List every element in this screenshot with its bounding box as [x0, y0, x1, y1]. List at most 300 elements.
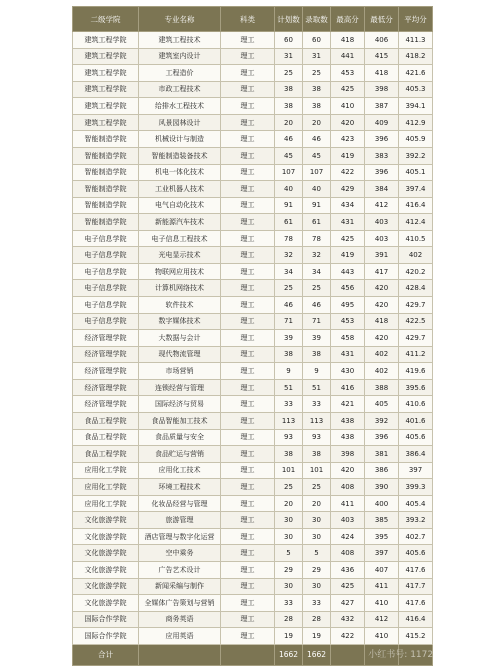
table-row — [73, 429, 433, 446]
cell-type: 理工 — [221, 545, 275, 562]
cell-school: 经济管理学院 — [73, 379, 139, 396]
cell-avg: 417.7 — [399, 578, 433, 595]
cell-admitted: 29 — [303, 562, 331, 579]
header-plan: 计划数 — [275, 7, 303, 32]
cell-major: 市政工程技术 — [139, 81, 221, 98]
cell-type: 理工 — [221, 297, 275, 314]
cell-major: 工程造价 — [139, 65, 221, 82]
cell-high: 430 — [331, 363, 365, 380]
cell-admitted: 38 — [303, 346, 331, 363]
cell-avg: 411.2 — [399, 346, 433, 363]
cell-admitted: 20 — [303, 495, 331, 512]
cell-major: 全媒体广告策划与营销 — [139, 595, 221, 612]
cell-major: 国际经济与贸易 — [139, 396, 221, 413]
cell-plan: 39 — [275, 330, 303, 347]
cell-avg: 411.3 — [399, 32, 433, 49]
cell-school: 食品工程学院 — [73, 412, 139, 429]
cell-avg: 417.6 — [399, 595, 433, 612]
cell-type: 理工 — [221, 65, 275, 82]
table-row — [73, 197, 433, 214]
cell-avg: 421.6 — [399, 65, 433, 82]
cell-major: 机械设计与制造 — [139, 131, 221, 148]
table-row — [73, 462, 433, 479]
cell-admitted: 91 — [303, 197, 331, 214]
footer-empty-high — [331, 644, 365, 665]
cell-type: 理工 — [221, 263, 275, 280]
cell-school: 文化旅游学院 — [73, 578, 139, 595]
cell-low: 384 — [365, 181, 399, 198]
cell-plan: 33 — [275, 595, 303, 612]
cell-school: 食品工程学院 — [73, 429, 139, 446]
cell-plan: 61 — [275, 214, 303, 231]
cell-type: 理工 — [221, 512, 275, 529]
cell-high: 408 — [331, 545, 365, 562]
cell-school: 智能制造学院 — [73, 147, 139, 164]
cell-school: 经济管理学院 — [73, 396, 139, 413]
cell-low: 390 — [365, 479, 399, 496]
cell-admitted: 31 — [303, 48, 331, 65]
cell-low: 386 — [365, 462, 399, 479]
cell-low: 403 — [365, 230, 399, 247]
cell-low: 381 — [365, 446, 399, 463]
cell-type: 理工 — [221, 48, 275, 65]
cell-low: 396 — [365, 164, 399, 181]
cell-major: 电子信息工程技术 — [139, 230, 221, 247]
cell-school: 电子信息学院 — [73, 263, 139, 280]
cell-major: 应用化工技术 — [139, 462, 221, 479]
cell-high: 419 — [331, 147, 365, 164]
cell-admitted: 60 — [303, 32, 331, 49]
cell-major: 工业机器人技术 — [139, 181, 221, 198]
header-avg: 平均分 — [399, 7, 433, 32]
cell-low: 385 — [365, 512, 399, 529]
footer-label: 合计 — [73, 644, 139, 665]
cell-type: 理工 — [221, 412, 275, 429]
cell-avg: 429.7 — [399, 330, 433, 347]
cell-avg: 401.6 — [399, 412, 433, 429]
cell-admitted: 34 — [303, 263, 331, 280]
cell-low: 412 — [365, 197, 399, 214]
cell-avg: 412.4 — [399, 214, 433, 231]
table-row — [73, 578, 433, 595]
cell-major: 现代物流管理 — [139, 346, 221, 363]
table-row — [73, 628, 433, 645]
cell-high: 422 — [331, 164, 365, 181]
cell-admitted: 71 — [303, 313, 331, 330]
cell-school: 电子信息学院 — [73, 280, 139, 297]
cell-major: 广告艺术设计 — [139, 562, 221, 579]
table-row — [73, 562, 433, 579]
cell-high: 424 — [331, 528, 365, 545]
cell-low: 392 — [365, 412, 399, 429]
cell-avg: 419.6 — [399, 363, 433, 380]
cell-high: 431 — [331, 214, 365, 231]
cell-major: 旅游管理 — [139, 512, 221, 529]
table-body — [73, 32, 433, 645]
cell-low: 420 — [365, 280, 399, 297]
cell-plan: 25 — [275, 65, 303, 82]
cell-plan: 20 — [275, 114, 303, 131]
cell-school: 食品工程学院 — [73, 446, 139, 463]
table-row — [73, 48, 433, 65]
cell-admitted: 32 — [303, 247, 331, 264]
cell-high: 495 — [331, 297, 365, 314]
cell-low: 397 — [365, 545, 399, 562]
cell-avg: 397.4 — [399, 181, 433, 198]
cell-major: 软件技术 — [139, 297, 221, 314]
header-low: 最低分 — [365, 7, 399, 32]
cell-school: 经济管理学院 — [73, 330, 139, 347]
cell-admitted: 19 — [303, 628, 331, 645]
cell-type: 理工 — [221, 214, 275, 231]
cell-plan: 40 — [275, 181, 303, 198]
cell-avg: 392.2 — [399, 147, 433, 164]
cell-major: 食品智能加工技术 — [139, 412, 221, 429]
cell-avg: 405.1 — [399, 164, 433, 181]
cell-major: 光电显示技术 — [139, 247, 221, 264]
table-row — [73, 412, 433, 429]
cell-low: 407 — [365, 562, 399, 579]
cell-type: 理工 — [221, 230, 275, 247]
cell-avg: 417.6 — [399, 562, 433, 579]
cell-low: 418 — [365, 65, 399, 82]
cell-low: 405 — [365, 396, 399, 413]
cell-avg: 428.4 — [399, 280, 433, 297]
table-row — [73, 164, 433, 181]
cell-plan: 33 — [275, 396, 303, 413]
cell-plan: 29 — [275, 562, 303, 579]
table-row — [73, 595, 433, 612]
cell-school: 应用化工学院 — [73, 495, 139, 512]
cell-high: 420 — [331, 462, 365, 479]
cell-type: 理工 — [221, 595, 275, 612]
cell-admitted: 38 — [303, 81, 331, 98]
cell-high: 453 — [331, 313, 365, 330]
cell-plan: 101 — [275, 462, 303, 479]
table-row — [73, 147, 433, 164]
cell-low: 383 — [365, 147, 399, 164]
cell-admitted: 33 — [303, 595, 331, 612]
cell-plan: 30 — [275, 512, 303, 529]
cell-low: 400 — [365, 495, 399, 512]
cell-major: 大数据与会计 — [139, 330, 221, 347]
table-row — [73, 131, 433, 148]
cell-plan: 30 — [275, 528, 303, 545]
cell-school: 电子信息学院 — [73, 313, 139, 330]
cell-high: 416 — [331, 379, 365, 396]
cell-high: 411 — [331, 495, 365, 512]
cell-high: 458 — [331, 330, 365, 347]
table-row — [73, 313, 433, 330]
cell-admitted: 78 — [303, 230, 331, 247]
cell-high: 425 — [331, 578, 365, 595]
cell-type: 理工 — [221, 346, 275, 363]
cell-admitted: 25 — [303, 280, 331, 297]
cell-type: 理工 — [221, 147, 275, 164]
cell-major: 市场营销 — [139, 363, 221, 380]
cell-type: 理工 — [221, 363, 275, 380]
cell-type: 理工 — [221, 280, 275, 297]
cell-avg: 405.6 — [399, 545, 433, 562]
cell-low: 396 — [365, 131, 399, 148]
cell-avg: 410.6 — [399, 396, 433, 413]
cell-high: 456 — [331, 280, 365, 297]
cell-type: 理工 — [221, 528, 275, 545]
cell-type: 理工 — [221, 396, 275, 413]
cell-avg: 399.3 — [399, 479, 433, 496]
cell-type: 理工 — [221, 462, 275, 479]
cell-major: 建筑室内设计 — [139, 48, 221, 65]
table-row — [73, 396, 433, 413]
cell-high: 425 — [331, 81, 365, 98]
table-row — [73, 81, 433, 98]
header-type: 科类 — [221, 7, 275, 32]
cell-high: 427 — [331, 595, 365, 612]
cell-high: 421 — [331, 396, 365, 413]
table-row — [73, 330, 433, 347]
cell-major: 数字媒体技术 — [139, 313, 221, 330]
cell-low: 388 — [365, 379, 399, 396]
cell-high: 403 — [331, 512, 365, 529]
cell-plan: 107 — [275, 164, 303, 181]
cell-type: 理工 — [221, 98, 275, 115]
cell-major: 商务英语 — [139, 611, 221, 628]
cell-major: 风景园林设计 — [139, 114, 221, 131]
cell-major: 物联网应用技术 — [139, 263, 221, 280]
cell-plan: 34 — [275, 263, 303, 280]
cell-admitted: 93 — [303, 429, 331, 446]
cell-avg: 405.6 — [399, 429, 433, 446]
cell-avg: 394.1 — [399, 98, 433, 115]
cell-school: 文化旅游学院 — [73, 528, 139, 545]
cell-plan: 46 — [275, 297, 303, 314]
cell-high: 432 — [331, 611, 365, 628]
table-row — [73, 214, 433, 231]
cell-type: 理工 — [221, 131, 275, 148]
cell-major: 新闻采编与制作 — [139, 578, 221, 595]
admission-score-table-sheet — [72, 6, 432, 662]
cell-school: 智能制造学院 — [73, 131, 139, 148]
watermark-text: 小红书号: 11727211 — [368, 650, 456, 660]
cell-avg: 402 — [399, 247, 433, 264]
cell-high: 408 — [331, 479, 365, 496]
cell-avg: 395.6 — [399, 379, 433, 396]
table-row — [73, 446, 433, 463]
cell-school: 经济管理学院 — [73, 346, 139, 363]
cell-low: 411 — [365, 578, 399, 595]
table-row — [73, 512, 433, 529]
cell-admitted: 46 — [303, 297, 331, 314]
cell-admitted: 33 — [303, 396, 331, 413]
cell-high: 419 — [331, 247, 365, 264]
cell-admitted: 107 — [303, 164, 331, 181]
cell-school: 国际合作学院 — [73, 628, 139, 645]
cell-type: 理工 — [221, 313, 275, 330]
cell-type: 理工 — [221, 628, 275, 645]
cell-plan: 38 — [275, 446, 303, 463]
cell-low: 420 — [365, 297, 399, 314]
cell-admitted: 30 — [303, 512, 331, 529]
cell-low: 406 — [365, 32, 399, 49]
header-major: 专业名称 — [139, 7, 221, 32]
cell-avg: 415.2 — [399, 628, 433, 645]
cell-school: 智能制造学院 — [73, 197, 139, 214]
table-row — [73, 114, 433, 131]
cell-major: 连锁经营与管理 — [139, 379, 221, 396]
cell-admitted: 30 — [303, 578, 331, 595]
cell-plan: 25 — [275, 280, 303, 297]
cell-low: 403 — [365, 214, 399, 231]
cell-plan: 32 — [275, 247, 303, 264]
table-row — [73, 528, 433, 545]
cell-high: 410 — [331, 98, 365, 115]
cell-plan: 38 — [275, 98, 303, 115]
table-row — [73, 230, 433, 247]
cell-major: 电气自动化技术 — [139, 197, 221, 214]
table-row — [73, 280, 433, 297]
cell-plan: 91 — [275, 197, 303, 214]
admission-score-table — [72, 6, 433, 666]
cell-admitted: 30 — [303, 528, 331, 545]
cell-plan: 9 — [275, 363, 303, 380]
cell-high: 431 — [331, 346, 365, 363]
cell-low: 410 — [365, 595, 399, 612]
cell-school: 电子信息学院 — [73, 247, 139, 264]
table-row — [73, 363, 433, 380]
cell-plan: 19 — [275, 628, 303, 645]
header-high: 最高分 — [331, 7, 365, 32]
cell-major: 空中乘务 — [139, 545, 221, 562]
cell-plan: 30 — [275, 578, 303, 595]
cell-major: 应用英语 — [139, 628, 221, 645]
cell-school: 建筑工程学院 — [73, 81, 139, 98]
cell-type: 理工 — [221, 611, 275, 628]
table-row — [73, 297, 433, 314]
cell-type: 理工 — [221, 446, 275, 463]
cell-type: 理工 — [221, 379, 275, 396]
cell-type: 理工 — [221, 495, 275, 512]
table-row — [73, 479, 433, 496]
cell-avg: 422.5 — [399, 313, 433, 330]
cell-low: 415 — [365, 48, 399, 65]
cell-type: 理工 — [221, 429, 275, 446]
cell-avg: 429.7 — [399, 297, 433, 314]
cell-avg: 405.9 — [399, 131, 433, 148]
cell-admitted: 9 — [303, 363, 331, 380]
cell-plan: 31 — [275, 48, 303, 65]
table-row — [73, 611, 433, 628]
cell-low: 402 — [365, 346, 399, 363]
cell-admitted: 20 — [303, 114, 331, 131]
cell-type: 理工 — [221, 479, 275, 496]
cell-type: 理工 — [221, 247, 275, 264]
cell-plan: 45 — [275, 147, 303, 164]
cell-avg: 393.2 — [399, 512, 433, 529]
cell-school: 建筑工程学院 — [73, 114, 139, 131]
cell-low: 410 — [365, 628, 399, 645]
cell-high: 441 — [331, 48, 365, 65]
cell-school: 建筑工程学院 — [73, 32, 139, 49]
cell-school: 电子信息学院 — [73, 230, 139, 247]
cell-low: 398 — [365, 81, 399, 98]
cell-admitted: 25 — [303, 65, 331, 82]
cell-avg: 416.4 — [399, 197, 433, 214]
cell-admitted: 51 — [303, 379, 331, 396]
cell-admitted: 39 — [303, 330, 331, 347]
footer-empty-major — [139, 644, 221, 665]
cell-avg: 405.4 — [399, 495, 433, 512]
cell-low: 418 — [365, 313, 399, 330]
cell-major: 机电一体化技术 — [139, 164, 221, 181]
cell-type: 理工 — [221, 562, 275, 579]
cell-major: 环境工程技术 — [139, 479, 221, 496]
cell-low: 391 — [365, 247, 399, 264]
cell-school: 建筑工程学院 — [73, 48, 139, 65]
cell-type: 理工 — [221, 197, 275, 214]
cell-high: 434 — [331, 197, 365, 214]
cell-plan: 78 — [275, 230, 303, 247]
cell-high: 438 — [331, 429, 365, 446]
cell-admitted: 46 — [303, 131, 331, 148]
cell-high: 443 — [331, 263, 365, 280]
footer-plan-total: 1662 — [275, 644, 303, 665]
cell-type: 理工 — [221, 330, 275, 347]
table-row — [73, 181, 433, 198]
table-row — [73, 263, 433, 280]
cell-avg: 416.4 — [399, 611, 433, 628]
cell-school: 建筑工程学院 — [73, 65, 139, 82]
cell-type: 理工 — [221, 114, 275, 131]
table-row — [73, 545, 433, 562]
cell-type: 理工 — [221, 164, 275, 181]
cell-plan: 93 — [275, 429, 303, 446]
cell-admitted: 101 — [303, 462, 331, 479]
cell-plan: 25 — [275, 479, 303, 496]
cell-type: 理工 — [221, 578, 275, 595]
cell-plan: 60 — [275, 32, 303, 49]
cell-major: 建筑工程技术 — [139, 32, 221, 49]
cell-school: 国际合作学院 — [73, 611, 139, 628]
cell-low: 387 — [365, 98, 399, 115]
cell-avg: 402.7 — [399, 528, 433, 545]
cell-avg: 386.4 — [399, 446, 433, 463]
cell-avg: 412.9 — [399, 114, 433, 131]
cell-avg: 420.2 — [399, 263, 433, 280]
cell-high: 398 — [331, 446, 365, 463]
cell-high: 438 — [331, 412, 365, 429]
cell-school: 智能制造学院 — [73, 181, 139, 198]
cell-school: 智能制造学院 — [73, 164, 139, 181]
header-school: 二级学院 — [73, 7, 139, 32]
cell-admitted: 38 — [303, 446, 331, 463]
cell-major: 给排水工程技术 — [139, 98, 221, 115]
cell-avg: 410.5 — [399, 230, 433, 247]
cell-avg: 405.3 — [399, 81, 433, 98]
cell-plan: 20 — [275, 495, 303, 512]
cell-school: 应用化工学院 — [73, 462, 139, 479]
cell-school: 文化旅游学院 — [73, 512, 139, 529]
table-row — [73, 346, 433, 363]
cell-school: 建筑工程学院 — [73, 98, 139, 115]
cell-plan: 46 — [275, 131, 303, 148]
cell-school: 文化旅游学院 — [73, 562, 139, 579]
cell-low: 396 — [365, 429, 399, 446]
cell-high: 453 — [331, 65, 365, 82]
cell-high: 422 — [331, 628, 365, 645]
footer-empty-type — [221, 644, 275, 665]
cell-high: 436 — [331, 562, 365, 579]
cell-major: 新能源汽车技术 — [139, 214, 221, 231]
